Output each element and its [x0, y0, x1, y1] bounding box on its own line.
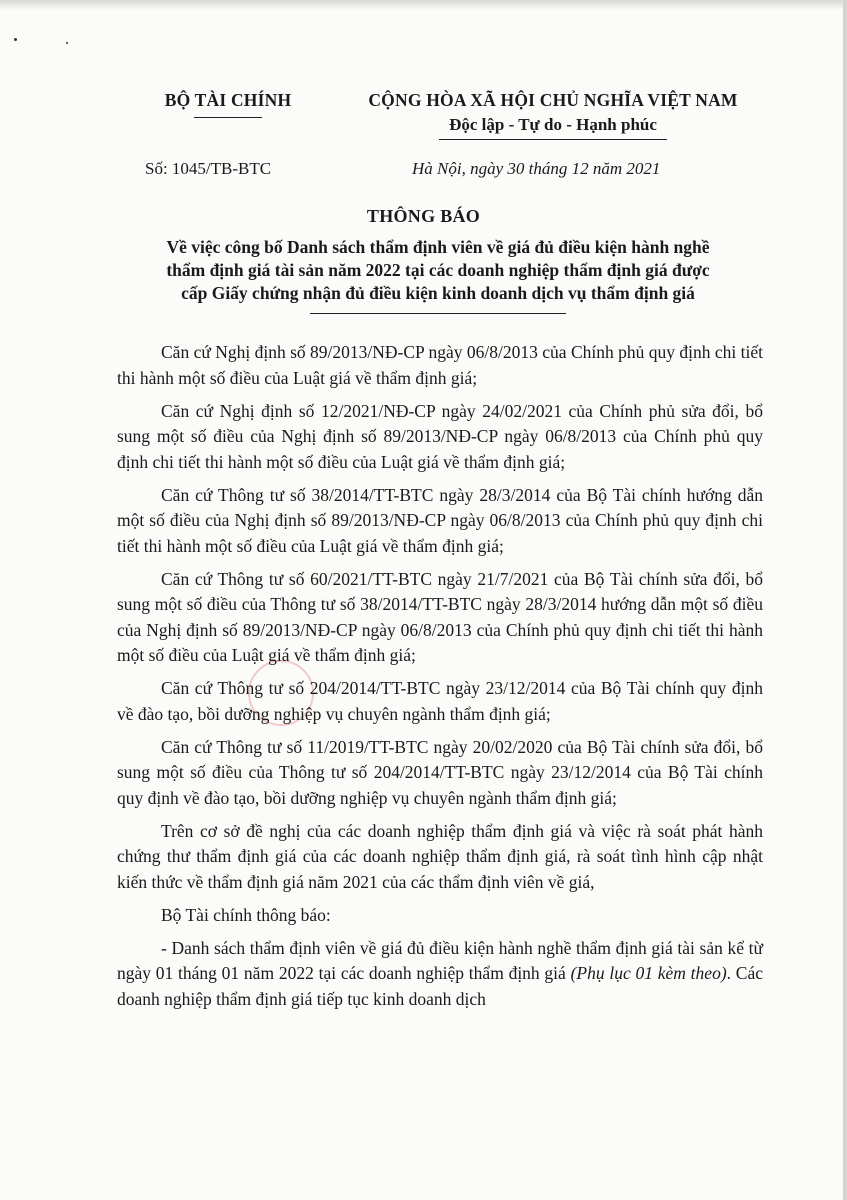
appendix-reference: (Phụ lục 01 kèm theo): [570, 963, 727, 983]
document-body: [117, 340, 763, 1020]
document-subject: [112, 236, 764, 305]
ministry-name: BỘ TÀI CHÍNH: [164, 90, 292, 110]
body-paragraph: Căn cứ Thông tư số 60/2021/TT-BTC ngày 21/7/2021 của Bộ Tài chính sửa đổi, bổ sung một số điều của Thông tư số 38/2014/TT-BTC ngày 28/3/2014 hướng dẫn một số điều của Nghị định số 89/2013/NĐ-CP ngày 06/8/2013 của Chính phủ quy định chi tiết thi hành một số điều của Luật giá về thẩm định giá;: [117, 568, 763, 665]
body-paragraph: Trên cơ sở đề nghị của các doanh nghiệp thẩm định giá và việc rà soát phát hành chứng thư thẩm định giá của các doanh nghiệp thẩm định giá, rà soát tình hình cập nhật kiến thức về thẩm định giá năm 2021 của các thẩm định viên về giá,: [117, 820, 763, 892]
scan-speck: [66, 42, 68, 44]
body-paragraph: Căn cứ Thông tư số 11/2019/TT-BTC ngày 20/02/2020 của Bộ Tài chính sửa đổi, bổ sung một số điều của Thông tư số 204/2014/TT-BTC ngày 23/12/2014 của Bộ Tài chính quy định về đào tạo, bồi dưỡng nghiệp vụ chuyên ngành thẩm định giá;: [117, 736, 763, 808]
body-paragraph: Bộ Tài chính thông báo:: [161, 904, 331, 925]
document-title: THÔNG BÁO: [366, 206, 481, 226]
body-paragraph: Căn cứ Thông tư số 204/2014/TT-BTC ngày 23/12/2014 của Bộ Tài chính quy định về đào tạo, bồi dưỡng nghiệp vụ chuyên ngành thẩm định giá;: [117, 678, 763, 724]
national-header: [330, 90, 776, 140]
scan-top-edge: [0, 0, 847, 10]
ministry-underline: [194, 117, 262, 118]
subject-line: cấp Giấy chứng nhận đủ điều kiện kinh doanh dịch vụ thẩm định giá: [181, 283, 695, 303]
subject-underline: [310, 313, 566, 314]
motto-underline: [439, 139, 667, 140]
place-and-date: Hà Nội, ngày 30 tháng 12 năm 2021: [412, 159, 661, 178]
national-motto: Độc lập - Tự do - Hạnh phúc: [449, 115, 657, 134]
body-paragraph: Căn cứ Nghị định số 12/2021/NĐ-CP ngày 24/02/2021 của Chính phủ sửa đổi, bổ sung một số điều của Nghị định số 89/2013/NĐ-CP ngày 06/8/2013 của Chính phủ quy định chi tiết thi hành một số điều của Luật giá về thẩm định giá;: [117, 400, 763, 472]
document-number: Số: 1045/TB-BTC: [145, 159, 272, 178]
subject-line: Về việc công bố Danh sách thẩm định viên về giá đủ điều kiện hành nghề: [166, 237, 710, 257]
body-paragraph: Căn cứ Thông tư số 38/2014/TT-BTC ngày 28/3/2014 của Bộ Tài chính hướng dẫn một số điều của Nghị định số 89/2013/NĐ-CP ngày 06/8/2013 của Chính phủ quy định chi tiết thi hành một số điều của Luật giá về thẩm định giá;: [117, 484, 763, 556]
republic-name: CỘNG HÒA XÃ HỘI CHỦ NGHĨA VIỆT NAM: [368, 90, 738, 110]
last-paragraph-continuation: . Các doanh nghiệp thẩm định giá tiếp tục kinh doanh dịch: [117, 963, 763, 1009]
last-paragraph-text: - Danh sách thẩm định viên về giá đủ điều kiện hành nghề thẩm định giá tài sản kể từ ngày 01 tháng 01 năm 2022 tại các doanh nghiệp thẩm định giá: [117, 937, 763, 983]
body-paragraph-last: [117, 936, 763, 1013]
scan-right-edge: [843, 0, 847, 1200]
subject-line: thẩm định giá tài sản năm 2022 tại các doanh nghiệp thẩm định giá được: [166, 260, 710, 280]
body-paragraph: Căn cứ Nghị định số 89/2013/NĐ-CP ngày 06/8/2013 của Chính phủ quy định chi tiết thi hành một số điều của Luật giá về thẩm định giá;: [117, 342, 763, 388]
ministry-header: [128, 90, 328, 118]
scan-speck: [14, 38, 17, 41]
